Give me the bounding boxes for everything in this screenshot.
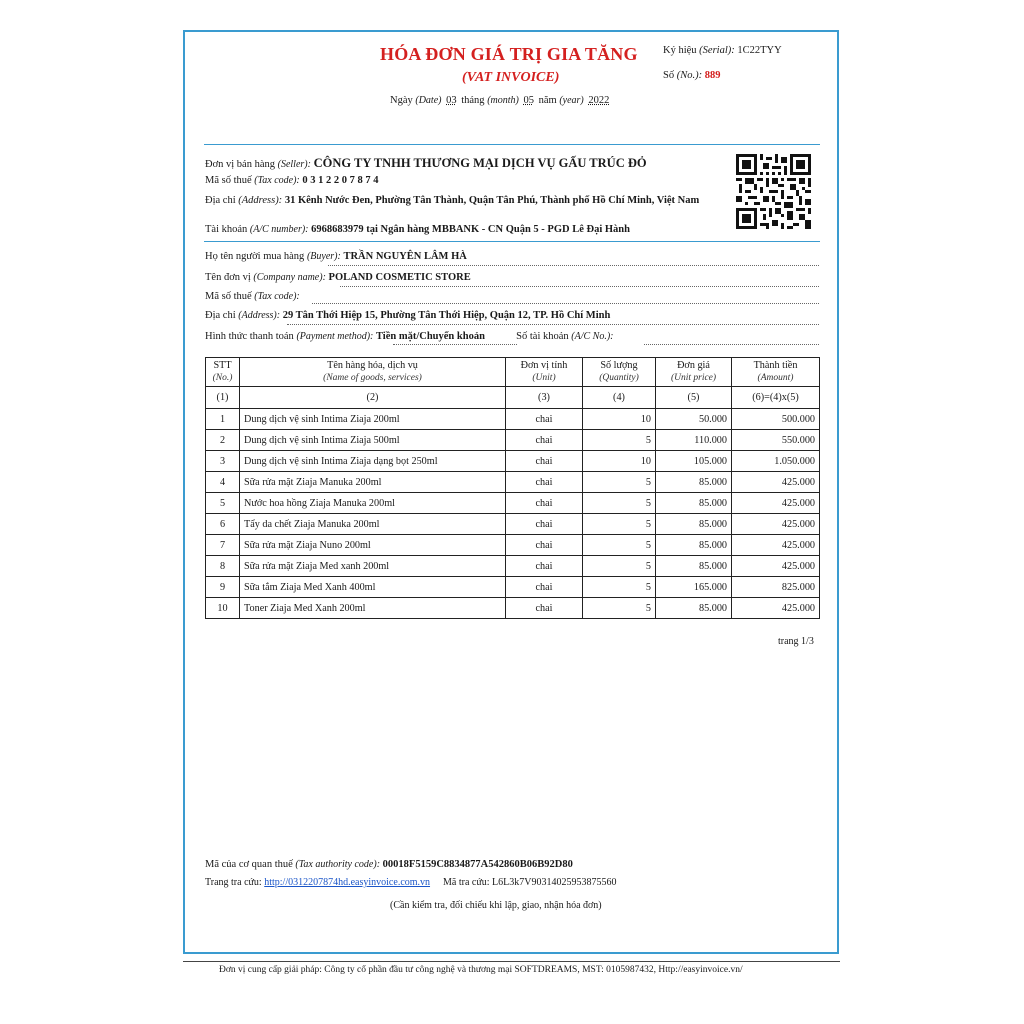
date-day-label-en: (Date) xyxy=(415,95,442,106)
col-header-label-en: (Quantity) xyxy=(599,373,639,383)
items-table xyxy=(205,357,820,619)
cell-no: 3 xyxy=(206,451,240,472)
col-header-label-en: (Amount) xyxy=(757,373,794,383)
col-header-unit xyxy=(506,358,583,387)
qr-code-icon xyxy=(736,154,811,229)
buyer-company-label: Tên đơn vị xyxy=(205,272,251,283)
seller-name-label: Đơn vị bán hàng xyxy=(205,159,275,170)
buyer-account-label-en: (A/C No.): xyxy=(571,331,614,342)
cell-qty: 10 xyxy=(583,451,656,472)
cell-qty: 5 xyxy=(583,430,656,451)
header-divider xyxy=(204,144,820,145)
col-header-price xyxy=(656,358,732,387)
cell-price: 85.000 xyxy=(656,493,732,514)
date-month: 05 xyxy=(523,95,534,106)
cell-price: 50.000 xyxy=(656,409,732,430)
seller-name-line xyxy=(205,156,647,171)
verification-note: (Cần kiểm tra, đối chiếu khi lập, giao, nhận hóa đơn) xyxy=(390,900,602,911)
invoice-subtitle: (VAT INVOICE) xyxy=(462,70,560,85)
cell-qty: 5 xyxy=(583,493,656,514)
seller-divider xyxy=(204,241,820,242)
page-indicator: trang 1/3 xyxy=(778,636,814,647)
invoice-number-line xyxy=(663,70,720,81)
buyer-address: 29 Tân Thới Hiệp 15, Phường Tân Thới Hiệp, Quận 12, TP. Hồ Chí Minh xyxy=(282,310,611,321)
cell-price: 85.000 xyxy=(656,535,732,556)
cell-price: 165.000 xyxy=(656,577,732,598)
cell-amount: 425.000 xyxy=(732,472,820,493)
col-index: (4) xyxy=(583,387,656,409)
invoice-number-label-en: (No.): xyxy=(676,70,703,81)
buyer-company-label-en: (Company name): xyxy=(253,272,326,283)
invoice-number-value: 889 xyxy=(704,70,721,81)
buyer-name-line xyxy=(205,251,467,262)
col-header-label: Thành tiền xyxy=(753,360,798,371)
cell-amount: 825.000 xyxy=(732,577,820,598)
cell-name: Nước hoa hồng Ziaja Manuka 200ml xyxy=(240,493,506,514)
seller-address-label-en: (Address): xyxy=(238,195,283,206)
seller-name-label-en: (Seller): xyxy=(277,159,311,170)
seller-name: CÔNG TY TNHH THƯƠNG MẠI DỊCH VỤ GẤU TRÚC ĐỎ xyxy=(313,156,647,170)
date-year: 2022 xyxy=(588,95,610,106)
date-year-label: năm xyxy=(538,95,557,106)
buyer-name-label: Họ tên người mua hàng xyxy=(205,251,305,262)
lookup-line xyxy=(205,877,617,888)
date-day-label: Ngày xyxy=(390,95,413,106)
provider-line: Đơn vị cung cấp giải pháp: Công ty cổ phần đầu tư công nghệ và thương mại SOFTDREAMS, MST: 0105987432, Http://easyinvoice.vn/ xyxy=(219,965,743,975)
seller-tax-label-en: (Tax code): xyxy=(254,175,300,186)
cell-no: 7 xyxy=(206,535,240,556)
cell-name: Dung dịch vệ sinh Intima Ziaja 500ml xyxy=(240,430,506,451)
buyer-address-line xyxy=(205,310,610,321)
cell-unit: chai xyxy=(506,598,583,619)
buyer-name: TRẦN NGUYÊN LÂM HÀ xyxy=(343,251,467,262)
buyer-account-label: Số tài khoản xyxy=(516,331,569,342)
buyer-tax-dotline xyxy=(312,303,819,304)
buyer-payment-dotline xyxy=(393,344,517,345)
col-header-label-en: (No.) xyxy=(212,373,233,383)
col-index: (2) xyxy=(240,387,506,409)
buyer-company-dotline xyxy=(340,286,819,287)
col-header-qty xyxy=(583,358,656,387)
cell-price: 85.000 xyxy=(656,598,732,619)
table-row xyxy=(206,493,820,514)
cell-amount: 425.000 xyxy=(732,556,820,577)
cell-qty: 5 xyxy=(583,556,656,577)
buyer-address-label: Địa chỉ xyxy=(205,310,236,321)
cell-name: Sữa tắm Ziaja Med Xanh 400ml xyxy=(240,577,506,598)
cell-unit: chai xyxy=(506,514,583,535)
cell-price: 85.000 xyxy=(656,556,732,577)
cell-unit: chai xyxy=(506,493,583,514)
seller-address: 31 Kênh Nước Đen, Phường Tân Thành, Quận Tân Phú, Thành phố Hồ Chí Minh, Việt Nam xyxy=(284,195,700,206)
cell-name: Sữa rửa mặt Ziaja Nuno 200ml xyxy=(240,535,506,556)
tax-authority-line xyxy=(205,859,573,870)
buyer-payment-label-en: (Payment method): xyxy=(296,331,374,342)
cell-amount: 425.000 xyxy=(732,598,820,619)
invoice-number-label: Số xyxy=(663,70,675,81)
cell-amount: 425.000 xyxy=(732,493,820,514)
table-row xyxy=(206,556,820,577)
col-index: (5) xyxy=(656,387,732,409)
col-header-name xyxy=(240,358,506,387)
serial-line xyxy=(663,45,782,56)
tax-authority-label: Mã của cơ quan thuế xyxy=(205,859,293,870)
date-year-label-en: (year) xyxy=(559,95,584,106)
cell-unit: chai xyxy=(506,430,583,451)
col-header-label: Tên hàng hóa, dịch vụ xyxy=(327,360,418,371)
buyer-tax-line xyxy=(205,291,300,302)
col-header-label: Đơn giá xyxy=(677,360,710,371)
cell-no: 1 xyxy=(206,409,240,430)
cell-no: 10 xyxy=(206,598,240,619)
table-index-row xyxy=(206,387,820,409)
provider-divider xyxy=(183,961,840,962)
cell-qty: 5 xyxy=(583,514,656,535)
cell-name: Sữa rửa mặt Ziaja Manuka 200ml xyxy=(240,472,506,493)
col-header-label-en: (Unit price) xyxy=(670,373,717,383)
cell-no: 5 xyxy=(206,493,240,514)
lookup-code-label: Mã tra cứu: xyxy=(443,877,490,888)
tax-authority-code: 00018F5159C8834877A542860B06B92D80 xyxy=(382,859,573,870)
buyer-payment-line xyxy=(205,331,614,342)
cell-name: Toner Ziaja Med Xanh 200ml xyxy=(240,598,506,619)
table-row xyxy=(206,430,820,451)
col-header-label-en: (Unit) xyxy=(532,373,556,383)
cell-price: 110.000 xyxy=(656,430,732,451)
buyer-company: POLAND COSMETIC STORE xyxy=(328,272,471,283)
buyer-name-dotline xyxy=(328,265,819,266)
seller-account: 6968683979 tại Ngân hàng MBBANK - CN Quận 5 - PGD Lê Đại Hành xyxy=(311,224,630,235)
table-row xyxy=(206,514,820,535)
date-month-label: tháng xyxy=(461,95,485,106)
buyer-address-dotline xyxy=(287,324,819,325)
buyer-company-line xyxy=(205,272,471,283)
cell-amount: 550.000 xyxy=(732,430,820,451)
col-index: (1) xyxy=(206,387,240,409)
col-header-label: Đơn vị tính xyxy=(520,360,568,371)
seller-account-label: Tài khoản xyxy=(205,224,248,235)
cell-name: Tẩy da chết Ziaja Manuka 200ml xyxy=(240,514,506,535)
buyer-address-label-en: (Address): xyxy=(238,310,281,321)
cell-qty: 5 xyxy=(583,598,656,619)
table-row xyxy=(206,577,820,598)
lookup-label: Trang tra cứu: xyxy=(205,877,262,888)
table-row xyxy=(206,451,820,472)
cell-name: Dung dịch vệ sinh Intima Ziaja 200ml xyxy=(240,409,506,430)
cell-qty: 5 xyxy=(583,535,656,556)
table-header-row xyxy=(206,358,820,387)
table-row xyxy=(206,535,820,556)
invoice-date xyxy=(390,95,611,106)
cell-qty: 5 xyxy=(583,577,656,598)
serial-value: 1C22TYY xyxy=(737,45,782,56)
cell-no: 9 xyxy=(206,577,240,598)
cell-amount: 1.050.000 xyxy=(732,451,820,472)
col-index: (3) xyxy=(506,387,583,409)
cell-name: Sữa rửa mặt Ziaja Med xanh 200ml xyxy=(240,556,506,577)
buyer-name-label-en: (Buyer): xyxy=(306,251,341,262)
table-row xyxy=(206,598,820,619)
seller-tax-line xyxy=(205,175,379,186)
seller-address-label: Địa chỉ xyxy=(205,195,236,206)
cell-price: 85.000 xyxy=(656,514,732,535)
cell-unit: chai xyxy=(506,472,583,493)
lookup-link[interactable]: http://0312207874hd.easyinvoice.com.vn xyxy=(264,877,431,888)
buyer-payment-label: Hình thức thanh toán xyxy=(205,331,294,342)
table-row xyxy=(206,409,820,430)
col-header-label: Số lượng xyxy=(600,360,638,371)
date-month-label-en: (month) xyxy=(487,95,519,106)
cell-unit: chai xyxy=(506,535,583,556)
table-row xyxy=(206,472,820,493)
cell-no: 6 xyxy=(206,514,240,535)
cell-unit: chai xyxy=(506,451,583,472)
seller-account-line xyxy=(205,224,630,235)
col-header-no xyxy=(206,358,240,387)
cell-no: 2 xyxy=(206,430,240,451)
cell-unit: chai xyxy=(506,556,583,577)
cell-price: 105.000 xyxy=(656,451,732,472)
cell-name: Dung dịch vệ sinh Intima Ziaja dạng bọt 250ml xyxy=(240,451,506,472)
cell-amount: 500.000 xyxy=(732,409,820,430)
cell-unit: chai xyxy=(506,577,583,598)
buyer-account-dotline xyxy=(644,344,819,345)
col-index: (6)=(4)x(5) xyxy=(732,387,820,409)
date-day: 03 xyxy=(446,95,457,106)
tax-authority-label-en: (Tax authority code): xyxy=(295,859,381,870)
col-header-amount xyxy=(732,358,820,387)
buyer-payment: Tiền mặt/Chuyển khoản xyxy=(375,331,485,342)
invoice-title: HÓA ĐƠN GIÁ TRỊ GIA TĂNG xyxy=(380,44,638,64)
cell-amount: 425.000 xyxy=(732,535,820,556)
seller-tax-code: 0 3 1 2 2 0 7 8 7 4 xyxy=(302,175,379,186)
serial-label-en: (Serial): xyxy=(699,45,735,56)
cell-qty: 10 xyxy=(583,409,656,430)
cell-qty: 5 xyxy=(583,472,656,493)
serial-label: Ký hiệu xyxy=(663,45,697,56)
col-header-label-en: (Name of goods, services) xyxy=(323,373,422,383)
lookup-code: L6L3k7V90314025953875560 xyxy=(492,877,617,888)
seller-account-label-en: (A/C number): xyxy=(249,224,309,235)
cell-amount: 425.000 xyxy=(732,514,820,535)
seller-address-line xyxy=(205,192,720,210)
col-header-label: STT xyxy=(213,360,232,371)
cell-no: 8 xyxy=(206,556,240,577)
buyer-tax-label-en: (Tax code): xyxy=(254,291,300,302)
cell-no: 4 xyxy=(206,472,240,493)
cell-unit: chai xyxy=(506,409,583,430)
seller-tax-label: Mã số thuế xyxy=(205,175,252,186)
buyer-tax-label: Mã số thuế xyxy=(205,291,252,302)
cell-price: 85.000 xyxy=(656,472,732,493)
